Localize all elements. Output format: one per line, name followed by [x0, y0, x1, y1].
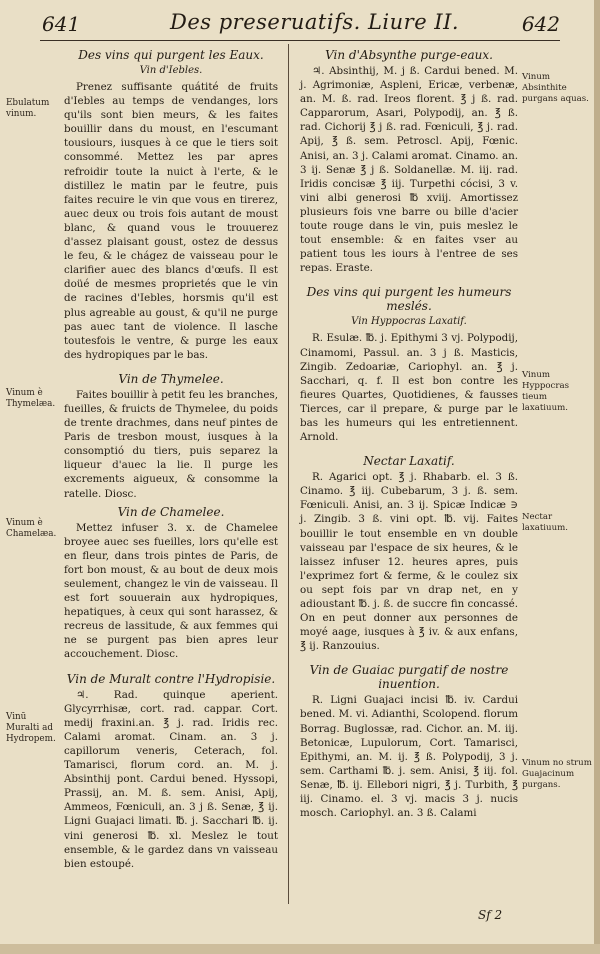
section-heading: Vin de Chamelee.: [117, 504, 225, 519]
section-subheading: Vin Hyppocras Laxatif.: [351, 316, 467, 328]
margin-note-left-3: Vinum è Chamelæa.: [6, 518, 57, 539]
paragraph: R. Esulæ. ℔. j. Epithymi 3 vj. Polypodij, Cinamomi, Passul. an. 3 j ß. Masticis, Zingib. Zedoariæ, Cariophyl. an. ℥ j. Sacchari, q. f. Il est bon contre les fieures Quartes, Quotidienes, & fausses Tierces, car il prepare, & purge par le bas les humeurs qui les entretiennent. Arnold.: [300, 332, 518, 444]
margin-note-right-1: Vinum Absinthite purgans aquas.: [522, 72, 589, 104]
margin-note-left-4: Vinū Muralti ad Hydropem.: [6, 712, 56, 744]
section-heading: Nectar Laxatif.: [363, 454, 455, 469]
margin-note-left-1: Ebulatum vinum.: [6, 98, 50, 119]
section-heading: Vin de Muralt contre l'Hydropisie.: [66, 671, 276, 686]
margin-note-right-2: Vinum Hyppocras tieum laxatiuum.: [522, 370, 569, 413]
margin-note-right-4: Vinum no strum Guajacinum purgans.: [522, 758, 592, 790]
paragraph: R. Agarici opt. ℥ j. Rhabarb. el. 3 ß. Cinamo. ℥ iij. Cubebarum, 3 j. ß. sem. Fœniculi. Anisi, an. 3 ij. Spicæ Indicæ ∋ j. Zingib. 3 ß. vini opt. ℔. vij. Faites bouillir le tout ensemble en vn double vaisseau par l'espace de six heures, & le laissez infuser 12. heures apres, puis l'exprimez fort & ferme, & le coulez six ou sept fois par vn drap net, en y adioustant ℔. j. ß. de succre fin concassé. On en peut donner aux personnes de moyé aage, iusques à ℥ iv. & aux enfans, ℥ ij. Ranzouius.: [300, 471, 518, 653]
margin-note-left-2: Vinum è Thymelæa.: [6, 388, 56, 409]
page-edge-shadow: [594, 0, 600, 954]
page-number-left: 641: [42, 12, 81, 36]
section-heading: Vin de Guaiac purgatif de nostre inuention.: [309, 663, 509, 692]
paragraph: Prenez suffisante quátité de fruits d'Iebles au temps de vendanges, lors qu'ils sont bien meurs, & les faites bouillir dans du moust, en l'escumant tousiours, iusques à ce que le tiers soit consommé. Mettez les par apres refroidir toute la nuict à l'erte, & le distillez le matin par le feutre, puis faites recuire le vin que vous en tirerez, auec deux ou trois fois autant de moust blanc, & quand vous le trouuerez d'assez plaisant goust, ostez de dessus le feu, & le chágez de vaisseau pour le clarifier auec des blancs d'œufs. Il est doüé de mesmes proprietés que le vin de racines d'Iebles, horsmis qu'il est plus agreable au goust, & qu'il ne purge pas auec tant de violence. Il lasche toutesfois le ventre, & purge les eaux des hydropiques par le bas.: [64, 81, 278, 361]
paragraph: Faites bouillir à petit feu les branches, fueilles, & fruicts de Thymelee, du poids de trente drachmes, dans neuf pintes de Paris de tresbon moust, iusques à la consomptió du tiers, puis separez la liqueur d'auec la lie. Il purge les excrements aigueux, & consomme la ratelle. Diosc.: [64, 388, 278, 500]
paragraph: ♃. Rad. quinque aperient. Glycyrrhisæ, cort. rad. cappar. Cort. medij fraxini.an. ℥ j. rad. Iridis rec. Calami aromat. Cinam. an. 3 j. capillorum veneris, Ceterach, fol. Tamarisci, florum cord. an. M. j. Absinthij pont. Cardui bened. Hyssopi, Prassij, an. M. ß. sem. Anisi, Apij, Ammeos, Fœniculi, an. 3 j ß. Senæ, ℥ ij. Ligni Guajaci limati. ℔. j. Sacchari ℔. ij. vini generosi ℔. xl. Meslez le tout ensemble, & le gardez dans vn vaisseau bien estoupé.: [64, 688, 278, 870]
section-heading: Vin d'Absynthe purge-eaux.: [325, 48, 493, 62]
section-heading: Vin de Thymelee.: [118, 371, 224, 386]
right-column: [300, 44, 518, 822]
running-title: Des preseruatifs. Liure II.: [170, 10, 460, 34]
section-heading: Des vins qui purgent les humeurs meslés.: [306, 285, 512, 314]
left-column: [64, 44, 278, 873]
paragraph: ♃. Absinthij, M. j ß. Cardui bened. M. j. Agrimoniæ, Aspleni, Ericæ, verbenæ, an. M. ß. rad. Ireos florent. ℥ j ß. rad. Capparorum, Asari, Polypodij, an. ℥ ß. rad. Cichorij ℥ j ß. rad. Fœniculi, ℥ j. rad. Apij, ℥ ß. sem. Petroscl. Apij, Fœnic. Anisi, an. 3 j. Calami aromat. Cinamo. an. 3 ij. Senæ ℥ j ß. Soldanellæ. M. iij. rad. Iridis concisæ ℥ iij. Turpethi cócisi, 3 v. vini albi generosi ℔ xviij. Amortissez plusieurs fois vne barre ou bille d'acier toute rouge dans le vin, puis meslez le tout ensemble: & en faites vser au patient tous les iours à l'entree de ses repas. Eraste.: [300, 65, 518, 275]
page-bottom-edge: [0, 944, 600, 954]
section-heading: Des vins qui purgent les Eaux.: [78, 48, 264, 62]
column-divider: [288, 44, 289, 904]
margin-note-right-3: Nectar laxatiuum.: [522, 512, 568, 533]
section-subheading: Vin d'Iebles.: [139, 65, 203, 76]
signature-mark: Sf 2: [478, 908, 503, 922]
header-rule: [40, 40, 560, 41]
paragraph: Mettez infuser 3. x. de Chamelee broyee auec ses fueilles, lors qu'elle est en fleur, dans trois pintes de Paris, de fort bon moust, & au bout de deux mois seulement, changez le vin de vaisseau. Il est fort souuerain aux hydropiques, hepatiques, à ceux qui sont harassez, & recreus de lassitude, & aux femmes qui ne se purgent pas bien apres leur accouchement. Diosc.: [64, 521, 278, 661]
paragraph: R. Ligni Guajaci incisi ℔. iv. Cardui bened. M. vi. Adianthi, Scolopend. florum Borrag. Buglossæ, rad. Cichor. an. M. iij. Betonicæ, Lupulorum, Cort. Tamarisci, Epithymi, an. M. ij. ℥ ß. Polypodij, 3 j. sem. Carthami ℔. j. sem. Anisi, ℥ iij. fol. Senæ, ℔. ij. Ellebori nigri, ℥ j. Turbith, ℥ iij. Cinamo. el. 3 vj. macis 3 j. nucis mosch. Cariophyl. an. 3 ß. Calami: [300, 694, 518, 820]
page-number-right: 642: [521, 12, 560, 36]
